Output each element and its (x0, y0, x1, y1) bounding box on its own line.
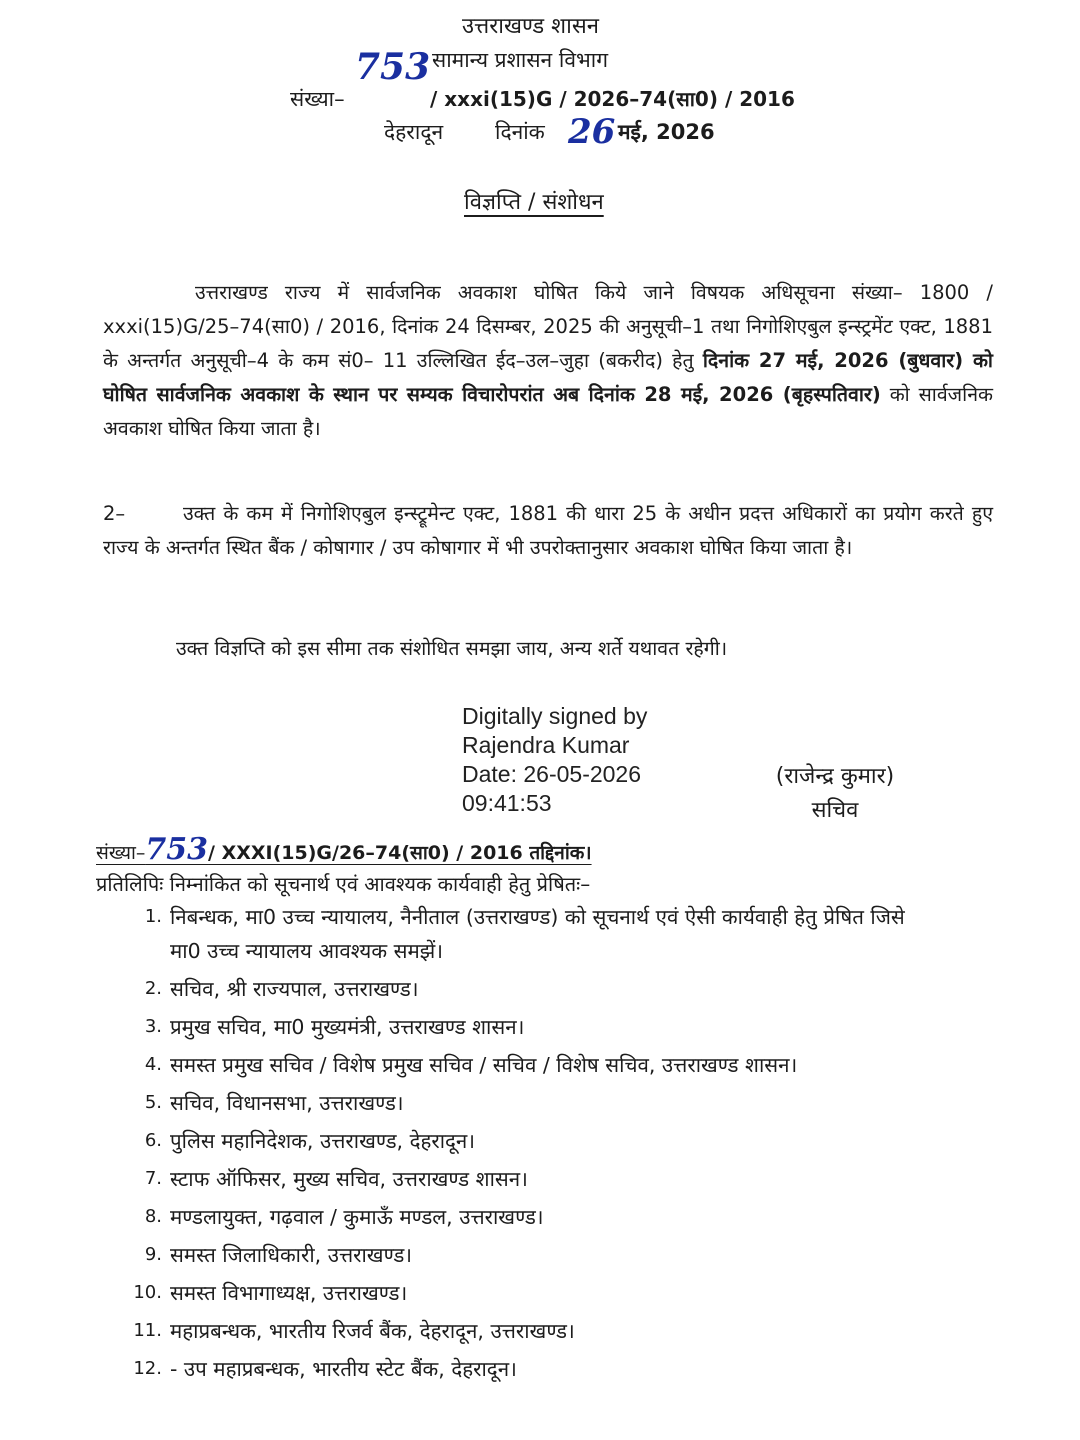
copy-reference-number: / XXXI(15)G/26–74(सा0) / 2016 तद्दिनांक। (208, 842, 592, 864)
list-item (120, 1010, 970, 1044)
department-name: सामान्य प्रशासन विभाग (432, 48, 609, 72)
list-item-text: सचिव, विधानसभा, उत्तराखण्ड। (170, 1091, 404, 1115)
list-item (120, 1238, 970, 1272)
list-item-number: 11. (133, 1320, 162, 1341)
list-item (120, 1276, 970, 1310)
month-year: मई, 2026 (618, 120, 715, 144)
para1-bold: दिनांक 27 मई, 2026 (बुधवार) को घोषित सार्वजनिक अवकाश के स्थान पर सम्यक विचारोपरांत अब दिनांक 28 मई, 2026 (बृहस्पतिवार) (103, 349, 993, 406)
para2-number: 2– (103, 502, 126, 525)
list-item (120, 1352, 970, 1386)
sankhya-label: संख्या– (290, 87, 345, 111)
list-item (120, 1200, 970, 1234)
officer-block (760, 760, 910, 824)
list-item-text: समस्त विभागाध्यक्ष, उत्तराखण्ड। (170, 1281, 408, 1305)
list-item-text: समस्त प्रमुख सचिव / विशेष प्रमुख सचिव / सचिव / विशेष सचिव, उत्तराखण्ड शासन। (170, 1053, 798, 1077)
list-item-text: प्रमुख सचिव, मा0 मुख्यमंत्री, उत्तराखण्ड शासन। (170, 1015, 525, 1039)
para1-text-a: उत्तराखण्ड राज्य में सार्वजनिक अवकाश घोषित किये जाने विषयक अधिसूचना संख्या– 1800 / xxxi(15)G/25–74(सा0) / 2016, दिनांक 24 दिसम्बर, 2025 की अनुसूची–1 तथा निगोशिएबुल इन्स्ट्रमेंट एक्ट, 1881 के अन्तर्गत अनुसूची–4 के कम सं0– 11 उल्लिखित ईद–उल–जुहा (बकरीद) हेतु (103, 281, 993, 372)
list-item-text: पुलिस महानिदेशक, उत्तराखण्ड, देहरादून। (170, 1129, 476, 1153)
para1-text-b: को सार्वजनिक अवकाश घोषित किया जाता है। (103, 383, 993, 440)
para2-text: उक्त के कम में निगोशिएबुल इन्स्ट्रूमेन्ट एक्ट, 1881 की धारा 25 के अधीन प्रदत्त अधिकारों का प्रयोग करते हुए राज्य के अन्तर्गत स्थित बैंक / कोषागार / उप कोषागार में भी उपरोक्तानुसार अवकाश घोषित किया जाता है। (103, 502, 993, 559)
list-item-number: 2. (144, 978, 162, 999)
recipients-list (100, 900, 970, 1390)
list-item-text: समस्त जिलाधिकारी, उत्तराखण्ड। (170, 1243, 413, 1267)
place-name: देहरादून (384, 120, 444, 144)
list-item (120, 1124, 970, 1158)
document-title: विज्ञप्ति / संशोधन (464, 190, 604, 215)
reference-number: / xxxi(15)G / 2026–74(सा0) / 2016 (430, 87, 795, 111)
list-item-text: मण्डलायुक्त, गढ़वाल / कुमाऊँ मण्डल, उत्तराखण्ड। (170, 1205, 544, 1229)
copy-handwritten-number: 753 (145, 832, 209, 867)
list-item-text: सचिव, श्री राज्यपाल, उत्तराखण्ड। (170, 977, 419, 1001)
list-item-text: - उप महाप्रबन्धक, भारतीय स्टेट बैंक, देहरादून। (170, 1357, 517, 1381)
list-item (120, 1162, 970, 1196)
list-item-number: 1. (144, 906, 162, 927)
copy-heading: प्रतिलिपिः निम्नांकित को सूचनार्थ एवं आवश्यक कार्यवाही हेतु प्रेषितः– (96, 872, 591, 896)
paragraph-1 (103, 276, 993, 446)
govt-name: उत्तराखण्ड शासन (462, 14, 599, 39)
list-item-number: 6. (144, 1130, 162, 1151)
list-item-number: 3. (144, 1016, 162, 1037)
copy-sankhya-label: संख्या– (96, 842, 146, 864)
paragraph-2 (103, 497, 993, 565)
list-item (120, 1086, 970, 1120)
list-item-number: 4. (144, 1054, 162, 1075)
list-item (120, 1314, 970, 1348)
signature-line-4: 09:41:53 (462, 790, 552, 816)
digital-signature (462, 702, 647, 818)
list-item-text: स्टाफ ऑफिसर, मुख्य सचिव, उत्तराखण्ड शासन। (170, 1167, 528, 1191)
date-label: दिनांक (495, 120, 545, 144)
officer-name: (राजेन्द्र कुमार) (775, 764, 895, 789)
list-item-number: 7. (144, 1168, 162, 1189)
officer-title: सचिव (811, 798, 859, 823)
list-item-number: 10. (133, 1282, 162, 1303)
signature-line-1: Digitally signed by (462, 703, 648, 729)
handwritten-day: 26 (568, 112, 616, 152)
list-item-number: 12. (133, 1358, 162, 1379)
copy-reference (96, 832, 592, 867)
list-item (120, 900, 970, 968)
list-item-text: निबन्धक, मा0 उच्च न्यायालय, नैनीताल (उत्तराखण्ड) को सूचनार्थ एवं ऐसी कार्यवाही हेतु प्रेषित जिसे मा0 उच्च न्यायालय आवश्यक समझें। (170, 905, 905, 963)
list-item-number: 8. (144, 1206, 162, 1227)
handwritten-number: 753 (355, 46, 431, 88)
list-item-number: 9. (144, 1244, 162, 1265)
signature-line-3: Date: 26-05-2026 (462, 761, 642, 787)
list-item-text: महाप्रबन्धक, भारतीय रिजर्व बैंक, देहरादून, उत्तराखण्ड। (170, 1319, 575, 1343)
signature-line-2: Rajendra Kumar (462, 732, 630, 758)
list-item-number: 5. (144, 1092, 162, 1113)
list-item (120, 1048, 970, 1082)
list-item (120, 972, 970, 1006)
paragraph-3: उक्त विज्ञप्ति को इस सीमा तक संशोधित समझा जाय, अन्य शर्ते यथावत रहेगी। (176, 637, 728, 660)
